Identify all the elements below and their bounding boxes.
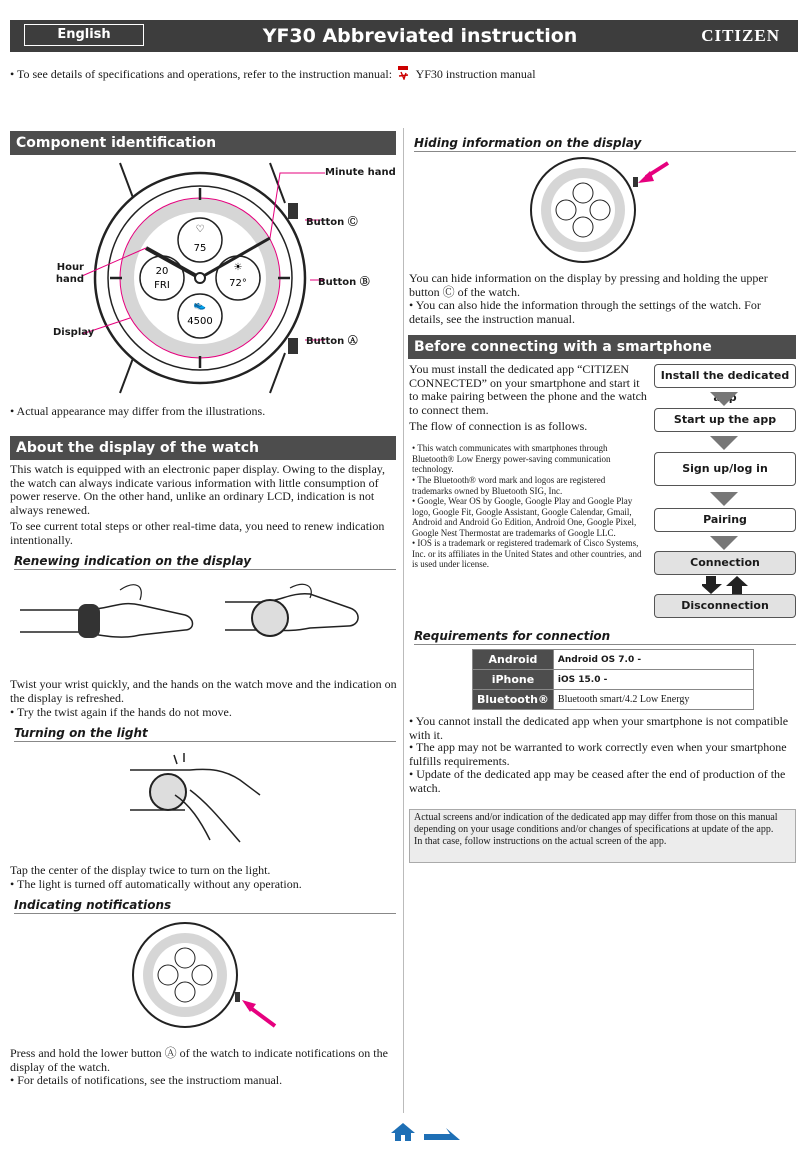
tap-light-illustration	[130, 750, 280, 845]
manual-link[interactable]: YF30 instruction manual	[415, 67, 536, 81]
home-icon[interactable]	[390, 1122, 416, 1142]
appearance-note: • Actual appearance may differ from the illustrations.	[10, 404, 266, 418]
heart-value: 75	[193, 243, 207, 254]
flow-step-disconnection: Disconnection	[654, 594, 796, 618]
about-display-p1: This watch is equipped with an electronic paper display. Owing to the display, the watch can always indicate various information with little consumption of power reserve. On the other hand, unlike an ordinary LCD, indication is not always renewed.	[10, 462, 386, 517]
connecting-note-4: • IOS is a trademark or registered trademark of Cisco Systems, Inc. or its affiliates in the United States and other countries, and is used under license.	[412, 538, 642, 569]
weather-icon: ☀	[233, 262, 243, 273]
connecting-p2: The flow of connection is as follows.	[409, 419, 588, 433]
flow-step-signup: Sign up/log in	[654, 452, 796, 486]
hiding-watch-illustration	[528, 155, 678, 265]
weekday-value: FRI	[154, 280, 170, 291]
steps-value: 4500	[187, 316, 213, 327]
req-key: iPhone	[473, 670, 554, 690]
day-value: 20	[155, 266, 169, 277]
subheading-notifications: Indicating notifications	[14, 898, 396, 914]
notifications-p1: Press and hold the lower button Ⓐ of the watch to indicate notifications on the display of the watch.	[10, 1046, 388, 1074]
connecting-note-1: • This watch communicates with smartphones through Bluetooth® Low Energy power-saving communication technology.	[412, 443, 611, 474]
intro-text: • To see details of specifications and operations, refer to the instruction manual:	[10, 67, 393, 81]
connect-disconnect-arrows-icon	[702, 576, 748, 594]
req-value: iOS 15.0 -	[553, 670, 753, 690]
section-heading-about-display: About the display of the watch	[10, 436, 396, 460]
req-key: Bluetooth®	[473, 690, 554, 710]
label-display: Display	[53, 327, 95, 338]
subheading-requirements: Requirements for connection	[414, 629, 796, 645]
requirement-bullet-2: • The app may not be warranted to work correctly even when your smartphone fulfills requirements.	[409, 740, 787, 768]
req-value: Bluetooth smart/4.2 Low Energy	[553, 690, 753, 710]
header-bar	[10, 20, 798, 52]
notifications-p2: • For details of notifications, see the instructiom manual.	[10, 1073, 283, 1087]
requirement-bullet-1: • You cannot install the dedicated app when your smartphone is not compatible with it.	[409, 714, 789, 742]
pdf-icon[interactable]	[397, 66, 411, 80]
hiding-p2: • You can also hide the information through the settings of the watch. For details, see the instruction manual.	[409, 298, 761, 326]
column-divider	[403, 128, 404, 1113]
connecting-p1: You must install the dedicated app “CITIZEN CONNECTED” on your smartphone and start it to make pairing between the phone and the watch to connect them.	[409, 362, 647, 417]
section-heading-connecting: Before connecting with a smartphone	[408, 335, 796, 359]
requirement-bullet-3: • Update of the dedicated app may be ceased after the end of production of the watch.	[409, 767, 786, 795]
flow-step-connection: Connection	[654, 551, 796, 575]
connecting-note-3: • Google, Wear OS by Google, Google Play and Google Play logo, Google Fit, Google Assistant, Google Calendar, Gmail, Android and Android Go Edition, Android One, Google Pixel, Google Nest Thermostat are trademarks of Google LLC.	[412, 496, 637, 538]
table-row	[473, 670, 754, 690]
flow-arrow-down-icon	[710, 536, 738, 550]
hiding-p1: You can hide information on the display by pressing and holding the upper button Ⓒ of the watch.	[409, 271, 768, 299]
req-value: Android OS 7.0 -	[553, 650, 753, 670]
renewing-p2: • Try the twist again if the hands do not move.	[10, 705, 232, 719]
label-button-c: Button Ⓒ	[306, 217, 358, 228]
language-label[interactable]: English	[24, 24, 144, 46]
light-p2: • The light is turned off automatically without any operation.	[10, 877, 302, 891]
req-key: Android	[473, 650, 554, 670]
app-screens-note	[409, 809, 796, 863]
label-hour-hand: Hour hand	[55, 262, 84, 285]
wrist-twist-illustration	[20, 580, 390, 660]
subheading-hiding: Hiding information on the display	[414, 136, 796, 152]
about-display-p2: To see current total steps or other real-time data, you need to renew indication intentionally.	[10, 519, 385, 547]
requirements-table	[472, 649, 754, 710]
table-row	[473, 690, 754, 710]
label-button-a: Button Ⓐ	[306, 336, 358, 347]
subheading-light: Turning on the light	[14, 726, 396, 742]
intro-line	[10, 66, 536, 82]
document-title: YF30 Abbreviated instruction	[262, 25, 578, 47]
light-p1: Tap the center of the display twice to turn on the light.	[10, 863, 271, 877]
next-page-icon[interactable]	[424, 1128, 460, 1142]
brand-logo: CITIZEN	[701, 26, 780, 45]
subheading-renewing: Renewing indication on the display	[14, 554, 396, 570]
temp-value: 72°	[229, 278, 247, 289]
shoe-icon: 👟	[193, 300, 207, 311]
app-note-text: Actual screens and/or indication of the dedicated app may differ from those on this manual depending on your usage conditions and/or changes of specifications at update of the app.	[414, 812, 778, 835]
label-button-b: Button Ⓑ	[318, 277, 370, 288]
connecting-note-2: • The Bluetooth® word mark and logos are registered trademarks owned by Bluetooth SIG, Inc.	[412, 475, 606, 496]
flow-arrow-down-icon	[710, 492, 738, 506]
flow-arrow-down-icon	[710, 392, 738, 406]
flow-arrow-down-icon	[710, 436, 738, 450]
section-heading-component: Component identification	[10, 131, 396, 155]
heart-icon: ♡	[195, 224, 205, 235]
app-note-text-2: In that case, follow instructions on the actual screen of the app.	[414, 836, 667, 847]
renewing-p1: Twist your wrist quickly, and the hands on the watch move and the indication on the display is refreshed.	[10, 677, 397, 705]
notification-watch-illustration	[130, 920, 280, 1036]
table-row	[473, 650, 754, 670]
flow-step-pairing: Pairing	[654, 508, 796, 532]
flow-step-start: Start up the app	[654, 408, 796, 432]
label-minute-hand: Minute hand	[325, 167, 396, 178]
flow-step-install: Install the dedicated app	[654, 364, 796, 388]
